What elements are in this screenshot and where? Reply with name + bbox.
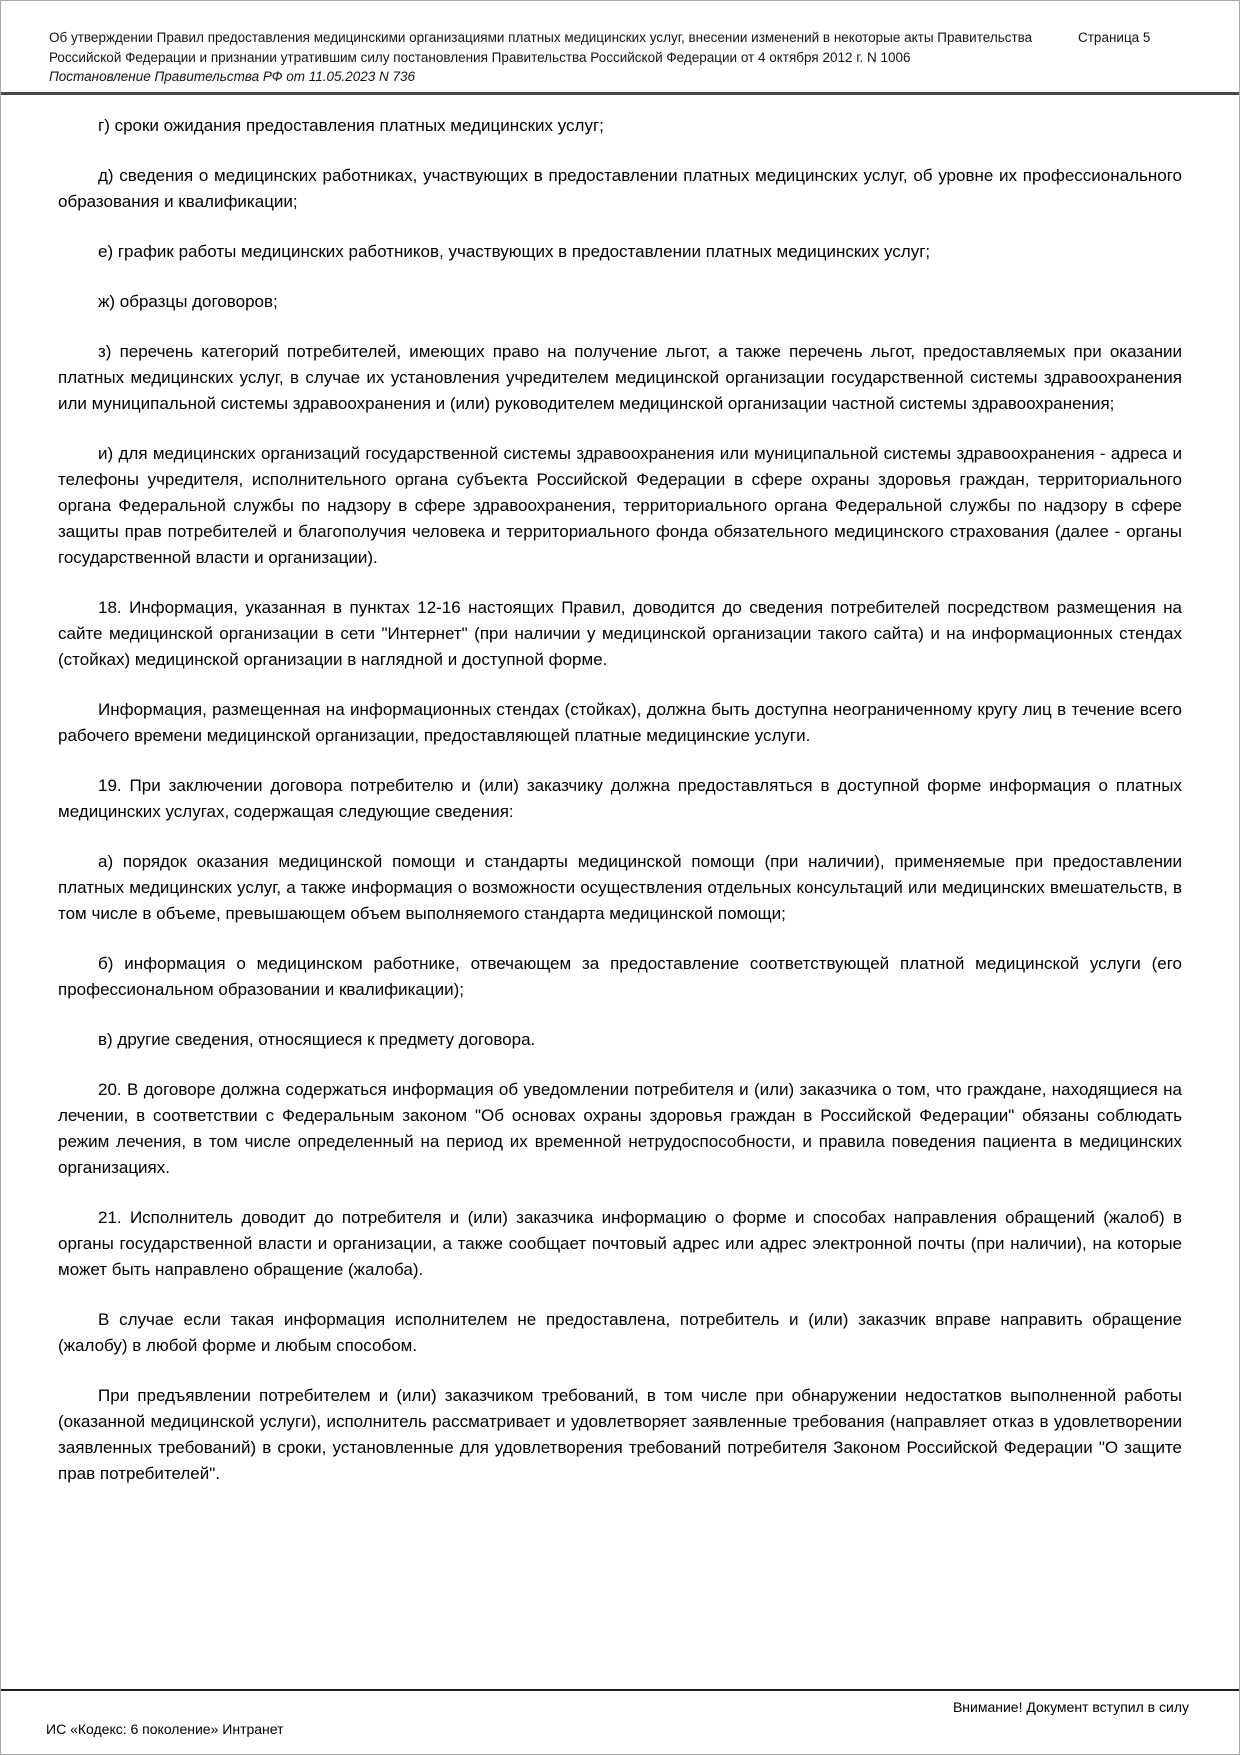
document-footer — [1, 1689, 1239, 1738]
body-paragraph: б) информация о медицинском работнике, отвечающем за предоставление соответствующей платной медицинской услуги (его профессиональном образовании и квалификации); — [58, 953, 1182, 999]
document-subtitle: Постановление Правительства РФ от 11.05.2023 N 736 — [49, 69, 416, 84]
document-title: Об утверждении Правил предоставления медицинскими организациями платных медицинских услуг, внесении изменений в некоторые акты Правительства Российской Федерации и признании утратившим силу постановления Правительства Российской Федерации от 4 октября 2012 г. N 1006 — [49, 30, 1033, 65]
body-paragraph: 20. В договоре должна содержаться информация об уведомлении потребителя и (или) заказчика о том, что граждане, находящиеся на лечении, в соответствии с Федеральным законом "Об основах охраны здоровья граждан в Российской Федерации" обязаны соблюдать режим лечения, в том числе определенный на период их временной нетрудоспособности, и правила поведения пациента в медицинских организациях. — [58, 1079, 1182, 1177]
body-paragraph: е) график работы медицинских работников, участвующих в предоставлении платных медицинских услуг; — [98, 241, 931, 261]
page-number: Страница 5 — [1078, 30, 1151, 45]
body-paragraph: з) перечень категорий потребителей, имеющих право на получение льгот, а также перечень льгот, предоставляемых при оказании платных медицинских услуг, в случае их установления учредителем медицинской организации государственной системы здравоохранения или муниципальной системы здравоохранения и (или) руководителем медицинской организации частной системы здравоохранения; — [58, 341, 1182, 413]
body-paragraph: д) сведения о медицинских работниках, участвующих в предоставлении платных медицинских услуг, об уровне их профессионального образования и квалификации; — [58, 165, 1182, 211]
document-header — [1, 1, 1239, 87]
source-system-label: ИС «Кодекс: 6 поколение» Интранет — [46, 1721, 284, 1737]
body-paragraph: 19. При заключении договора потребителю и (или) заказчику должна предоставляться в доступной форме информация о платных медицинских услугах, содержащая следующие сведения: — [58, 775, 1182, 821]
document-title-block — [49, 28, 1059, 87]
entry-into-force-notice: Внимание! Документ вступил в силу — [952, 1699, 1189, 1715]
body-paragraph: В случае если такая информация исполнителем не предоставлена, потребитель и (или) заказчик вправе направить обращение (жалобу) в любой форме и любым способом. — [58, 1309, 1182, 1355]
body-paragraph: 18. Информация, указанная в пунктах 12-16 настоящих Правил, доводится до сведения потребителей посредством размещения на сайте медицинской организации в сети "Интернет" (при наличии у медицинской организации такого сайта) и на информационных стендах (стойках) медицинской организации в наглядной и доступной форме. — [58, 597, 1182, 669]
body-paragraph: 21. Исполнитель доводит до потребителя и (или) заказчика информацию о форме и способах направления обращений (жалоб) в органы государственной власти и организации, а также сообщает почтовый адрес или адрес электронной почты (при наличии), на которые может быть направлено обращение (жалоба). — [58, 1207, 1182, 1279]
body-paragraph: г) сроки ожидания предоставления платных медицинских услуг; — [98, 115, 604, 135]
body-paragraph: и) для медицинских организаций государственной системы здравоохранения или муниципальной системы здравоохранения - адреса и телефоны учредителя, исполнительного органа субъекта Российской Федерации в сфере охраны здоровья граждан, территориального органа Федеральной службы по надзору в сфере здравоохранения, территориального органа Федеральной службы по надзору в сфере защиты прав потребителей и благополучия человека и территориального фонда обязательного медицинского страхования (далее - органы государственной власти и организации). — [58, 443, 1182, 567]
body-paragraph: ж) образцы договоров; — [98, 291, 278, 311]
header-divider — [1, 92, 1239, 95]
body-paragraph: а) порядок оказания медицинской помощи и стандарты медицинской помощи (при наличии), применяемые при предоставлении платных медицинских услуг, а также информация о возможности осуществления отдельных консультаций или медицинских вмешательств, в том числе в объеме, превышающем объем выполняемого стандарта медицинской помощи; — [58, 851, 1182, 923]
body-paragraph: Информация, размещенная на информационных стендах (стойках), должна быть доступна неограниченному кругу лиц в течение всего рабочего времени медицинской организации, предоставляющей платные медицинские услуги. — [58, 699, 1182, 745]
document-body — [1, 103, 1239, 1487]
body-paragraph: При предъявлении потребителем и (или) заказчиком требований, в том числе при обнаружении недостатков выполненной работы (оказанной медицинской услуги), исполнитель рассматривает и удовлетворяет заявленные требования (направляет отказ в удовлетворении заявленных требований) в сроки, установленные для удовлетворения требований потребителя Законом Российской Федерации "О защите прав потребителей". — [58, 1385, 1182, 1483]
body-paragraph: в) другие сведения, относящиеся к предмету договора. — [98, 1029, 536, 1049]
